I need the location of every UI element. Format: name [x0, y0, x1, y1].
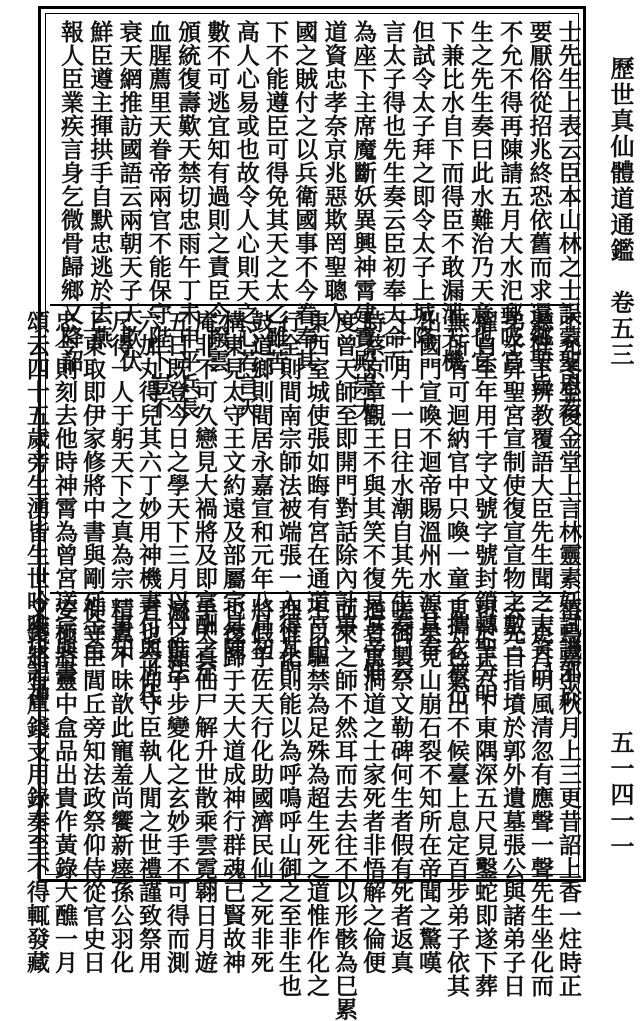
text-column: 弟子昇聖宮宣制使復宣宣物之數三 — [499, 310, 526, 660]
text-column: 但試令太子拜之即令太子上城降 — [408, 20, 436, 349]
text-column: 為座下主席魔斷妖異興神霄建寶殿崇天 — [349, 20, 377, 420]
text-column: 要厭俗從招兆終恐依舊而求還鄉聖旨 — [525, 20, 553, 396]
text-column: 而來之師不然耳而去去往不以形骸為巳累 — [331, 598, 358, 1021]
text-column: 擢自至年用千字文號字號封鎖轉聖分明 — [471, 310, 498, 707]
text-column: 庵非不可久戀見大禍將及即富酬之至 — [191, 310, 218, 683]
text-column: 忠今則刻去他時神霄為曾宮送宗與書 — [51, 310, 78, 683]
text-column: 無所有可迴納官中只喚一童子攜衣被行 — [443, 310, 470, 707]
text-column: 時蔡京章觀王不與其笑不復見宮帝惟 — [359, 310, 386, 683]
text-column: 瀛之顯手步變化之玄妙手不可得而測 — [163, 598, 190, 974]
text-column: 又錢將有庫錢支用錄奏至不得輒發藏 — [23, 598, 50, 974]
text-column: 三更月明風清忽有應聲一聲先生坐化而 — [527, 598, 554, 998]
text-column: 衰天網推訪國語云兩朝天子天欺伏 — [115, 20, 143, 373]
text-column: 下兼比水自下而得臣不敢漏泄天機 — [437, 20, 465, 373]
text-column: 將假手佐天行化助國濟民仙之死非死 — [247, 598, 274, 974]
text-column: 可於正六下東隅深五尺見鑿蛇即遂下葬 — [471, 598, 498, 998]
bottom-register — [23, 598, 582, 1021]
text-column: 鼓道鄉則間居永嘉宣和元年八月初一 — [247, 310, 274, 683]
text-column: 見五色氣出不候臺上息定百步弟子依其 — [443, 598, 470, 998]
text-column: 東西室城使張如晦有宮在通道宮出 — [303, 310, 330, 660]
text-column: 也復歸于天大道成神行群魂已賢故神 — [219, 598, 246, 974]
text-column: 不以驅禁為足殊為超生死之道惟作化之 — [303, 598, 330, 998]
text-column: 聽陛下辨教覆語大臣先生聞之大笑曰 — [527, 310, 554, 683]
inner-border — [23, 13, 582, 1021]
text-column: 去先自指墳於郭外遺墓張公與諸弟子日 — [499, 598, 526, 998]
text-column: 精冀不昧歆此寵羞尚饗新瘗孫公羽化 — [107, 598, 134, 974]
text-column: 理惟化則能以為呼鳴呼山御之至非生也 — [275, 598, 302, 998]
top-register — [56, 20, 582, 420]
text-column: 高人心易或也故令人心則天之心若言天 — [232, 20, 260, 420]
middle-register — [23, 310, 582, 707]
text-column: 行全則間南宗師法被端張一入得其門 — [275, 310, 302, 683]
text-column: 者也今仰守臣執人閒之世禮謹致祭用 — [135, 598, 162, 974]
text-column: 數不可逃宜知有過則之責臣今撥雲 — [203, 20, 231, 373]
text-column: 尺得一人于躬天下之真為宗一事知 — [107, 310, 134, 660]
text-column: 報人臣業疾言身乞微骨歸鄉又降詔 — [57, 20, 84, 373]
text-column: 構東見太守王文約遠及部屬宗具陳 — [219, 310, 246, 660]
text-column: 雷鳥嘉中秋月上三更昔詔上香一炷時正 — [555, 598, 582, 998]
text-column: 手天真仙尸解升世散乘雲霓翱日月遊 — [191, 598, 218, 974]
text-column: 上東取即伊家修將中書與剛延金至 — [79, 310, 106, 660]
text-column: 國之賊付之以兵衛國事不今眷奉其 — [291, 20, 319, 373]
text-column: 不允冬至後金堂上言林靈素妖試譏邪於 — [555, 310, 582, 707]
text-column: 鮮臣遵主揮拱手自默忠逃於去燕 — [86, 20, 114, 349]
text-column: 五日既登今日之學天下三月以付惟法 — [163, 310, 190, 683]
page-number: 五一四一一 — [606, 730, 635, 860]
text-column: 言太子得也先生奏云臣初奉天命而 — [379, 20, 407, 373]
text-column: 頌云四十五歲旁生湧皆生世吟唯只記神 — [23, 310, 50, 707]
text-column: 言果見山崩石裂不知所在帝聞之驚嘆 — [415, 598, 442, 974]
text-column: 頒統復壽歎天禁切忠雨午丁未申平兵長 — [174, 20, 202, 420]
text-column: 士先生上表云臣本山林之士誤蒙聖恩若 — [554, 20, 582, 420]
text-column: 道資忠孝奈京兆惡欺罔聖聰人 — [320, 20, 348, 326]
text-column: 出國門宣喚不迴帝賜溫州水源其奉 — [415, 310, 442, 660]
text-column: 十二月十一日往水潮自其先生奏曰云 — [387, 310, 414, 683]
text-column: 度曾天師至即開門對話除內計事 — [331, 310, 358, 637]
text-column: 六加丸得兒其六丁妙用神機書付與世代 — [135, 310, 162, 707]
page-margin — [602, 0, 638, 890]
text-column: 下不能遵臣可得免其天之太乙雖苦 — [261, 20, 289, 373]
text-column: 仰守臣閭丘旁知法政祭仰侍從官史日 — [79, 598, 106, 974]
book-title: 歷世真仙體道通鑑 卷五三 — [606, 56, 635, 368]
text-column: 道者寓洞道之士家死者非悟解之倫便 — [359, 598, 386, 974]
text-column: 不允不得再陳請五月大水汜郵吸宮 — [496, 20, 524, 373]
text-column: 安極將靈中盒品出貴作黃錄大醮一月 — [51, 598, 78, 974]
text-frame — [23, 6, 586, 1021]
text-column: 嗟御製祭文勒碑何生者假有死者返真 — [387, 598, 414, 974]
text-column: 生之先生奏曰此水難治乃天意也宜 — [466, 20, 494, 373]
text-column: 血腥薦里天眷帝兩官不能保守陛下豈不 — [144, 20, 172, 420]
